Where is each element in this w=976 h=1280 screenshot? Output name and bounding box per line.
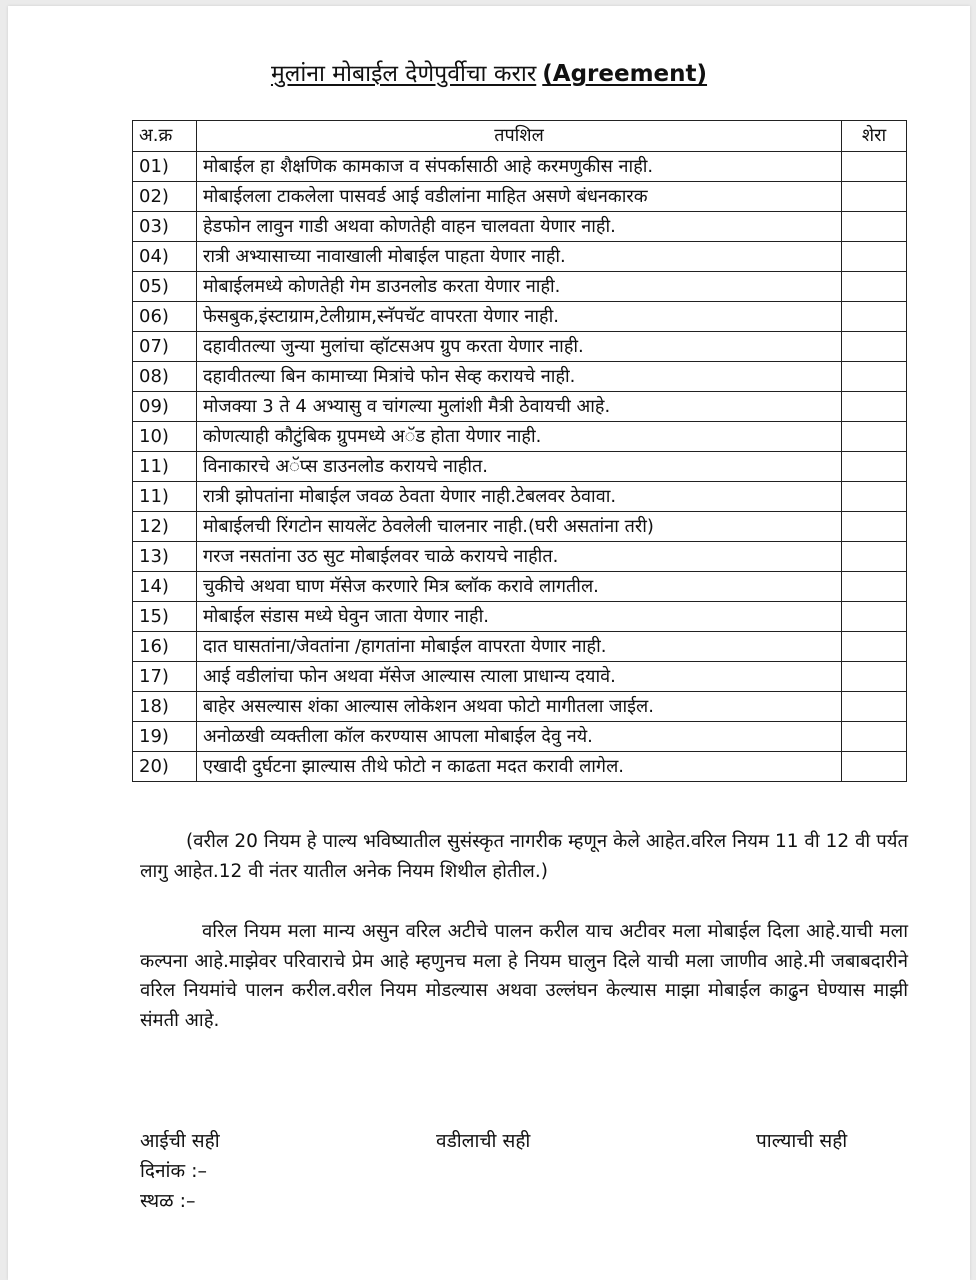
rule-text: चुकीचे अथवा घाण मॅसेज करणारे मित्र ब्लॉक करावे लागतील. — [197, 572, 842, 602]
table-row — [133, 602, 907, 632]
rule-number: 02) — [133, 182, 197, 212]
remark-cell — [842, 212, 907, 242]
rule-number: 19) — [133, 722, 197, 752]
remark-cell — [842, 512, 907, 542]
table-row — [133, 662, 907, 692]
title-english: (Agreement) — [542, 61, 708, 87]
remark-cell — [842, 542, 907, 572]
rule-text: दहावीतल्या जुन्या मुलांचा व्हॉटसअप ग्रुप करता येणार नाही. — [197, 332, 842, 362]
rule-text: मोबाईलला टाकलेला पासवर्ड आई वडीलांना माहित असणे बंधनकारक — [197, 182, 842, 212]
header-serial-number: अ.क्र — [133, 121, 197, 152]
remark-cell — [842, 632, 907, 662]
rule-number: 20) — [133, 752, 197, 782]
rule-text: कोणत्याही कौटुंबिक ग्रुपमध्ये अॅड होता येणार नाही. — [197, 422, 842, 452]
table-row — [133, 302, 907, 332]
rule-text: दहावीतल्या बिन कामाच्या मित्रांचे फोन सेव्ह करायचे नाही. — [197, 362, 842, 392]
date-label: दिनांक :– — [140, 1160, 208, 1182]
rule-number: 04) — [133, 242, 197, 272]
rule-text: आई वडीलांचा फोन अथवा मॅसेज आल्यास त्याला प्राधान्य दयावे. — [197, 662, 842, 692]
rule-text: मोबाईल संडास मध्ये घेवुन जाता येणार नाही. — [197, 602, 842, 632]
table-row — [133, 212, 907, 242]
rule-number: 10) — [133, 422, 197, 452]
rule-text: रात्री झोपतांना मोबाईल जवळ ठेवता येणार नाही.टेबलवर ठेवावा. — [197, 482, 842, 512]
rule-number: 07) — [133, 332, 197, 362]
table-row — [133, 482, 907, 512]
table-row — [133, 542, 907, 572]
table-row — [133, 572, 907, 602]
rule-number: 11) — [133, 452, 197, 482]
rule-text: दात घासतांना/जेवतांना /हागतांना मोबाईल वापरता येणार नाही. — [197, 632, 842, 662]
rule-number: 12) — [133, 512, 197, 542]
rule-number: 03) — [133, 212, 197, 242]
rule-number: 17) — [133, 662, 197, 692]
remark-cell — [842, 392, 907, 422]
rule-text: गरज नसतांना उठ सुट मोबाईलवर चाळे करायचे नाहीत. — [197, 542, 842, 572]
rule-number: 16) — [133, 632, 197, 662]
table-row — [133, 182, 907, 212]
rule-number: 15) — [133, 602, 197, 632]
table-row — [133, 752, 907, 782]
father-signature-label: वडीलाची सही — [436, 1130, 531, 1152]
mother-signature-label: आईची सही — [140, 1130, 220, 1152]
rule-text: मोजक्या 3 ते 4 अभ्यासु व चांगल्या मुलांशी मैत्री ठेवायची आहे. — [197, 392, 842, 422]
rule-text: मोबाईलची रिंगटोन सायलेंट ठेवलेली चालनार नाही.(घरी असतांना तरी) — [197, 512, 842, 542]
rule-number: 09) — [133, 392, 197, 422]
title-marathi: मुलांना मोबाईल देणेपुर्वीचा करार — [270, 61, 537, 87]
rule-text: रात्री अभ्यासाच्या नावाखाली मोबाईल पाहता येणार नाही. — [197, 242, 842, 272]
table-row — [133, 152, 907, 182]
table-row — [133, 692, 907, 722]
rule-number: 06) — [133, 302, 197, 332]
note-paragraph: (वरील 20 नियम हे पाल्य भविष्यातील सुसंस्कृत नागरीक म्हणून केले आहेत.वरिल नियम 11 वी 12 वी पर्यत लागु आहेत.12 वी नंतर यातील अनेक नियम शिथील होतील.) — [140, 831, 908, 882]
document-page — [8, 6, 970, 1280]
rule-text: विनाकारचे अॅप्स डाउनलोड करायचे नाहीत. — [197, 452, 842, 482]
rule-text: मोबाईलमध्ये कोणतेही गेम डाउनलोड करता येणार नाही. — [197, 272, 842, 302]
table-row — [133, 452, 907, 482]
table-row — [133, 392, 907, 422]
table-row — [133, 512, 907, 542]
rule-number: 08) — [133, 362, 197, 392]
table-header-row — [133, 121, 907, 152]
remark-cell — [842, 452, 907, 482]
remark-cell — [842, 152, 907, 182]
remark-cell — [842, 332, 907, 362]
rule-text: एखादी दुर्घटना झाल्यास तीथे फोटो न काढता मदत करावी लागेल. — [197, 752, 842, 782]
table-row — [133, 632, 907, 662]
remark-cell — [842, 692, 907, 722]
rule-text: फेसबुक,इंस्टाग्राम,टेलीग्राम,स्नॅपचॅट वापरता येणार नाही. — [197, 302, 842, 332]
rule-number: 14) — [133, 572, 197, 602]
remark-cell — [842, 482, 907, 512]
rule-number: 18) — [133, 692, 197, 722]
remark-cell — [842, 662, 907, 692]
remark-cell — [842, 272, 907, 302]
table-row — [133, 332, 907, 362]
remark-cell — [842, 602, 907, 632]
remark-cell — [842, 302, 907, 332]
rule-number: 01) — [133, 152, 197, 182]
remark-cell — [842, 242, 907, 272]
rule-text: अनोळखी व्यक्तीला कॉल करण्यास आपला मोबाईल देवु नये. — [197, 722, 842, 752]
table-row — [133, 722, 907, 752]
rule-text: मोबाईल हा शैक्षणिक कामकाज व संपर्कासाठी आहे करमणुकीस नाही. — [197, 152, 842, 182]
remark-cell — [842, 572, 907, 602]
table-row — [133, 362, 907, 392]
remark-cell — [842, 752, 907, 782]
rule-number: 13) — [133, 542, 197, 572]
remark-cell — [842, 362, 907, 392]
rule-number: 11) — [133, 482, 197, 512]
table-row — [133, 242, 907, 272]
header-remark: शेरा — [842, 121, 907, 152]
document-title — [8, 58, 970, 90]
place-label: स्थळ :– — [140, 1190, 196, 1212]
rule-text: हेडफोन लावुन गाडी अथवा कोणतेही वाहन चालवता येणार नाही. — [197, 212, 842, 242]
remark-cell — [842, 422, 907, 452]
remark-cell — [842, 722, 907, 752]
remark-cell — [842, 182, 907, 212]
rule-text: बाहेर असल्यास शंका आल्यास लोकेशन अथवा फोटो मागीतला जाईल. — [197, 692, 842, 722]
table-row — [133, 422, 907, 452]
rule-number: 05) — [133, 272, 197, 302]
consent-paragraph: वरिल नियम मला मान्य असुन वरिल अटीचे पालन करील याच अटीवर मला मोबाईल दिला आहे.याची मला कल्पना आहे.माझेवर परिवाराचे प्रेम आहे म्हणुनच मला हे नियम घालुन दिले याची मला जाणीव आहे.मी जबाबदारीने वरिल नियमांचे पालन करील.वरील नियम मोडल्यास अथवा उल्लंघन केल्यास माझा मोबाईल काढुन घेण्यास माझी संमती आहे. — [140, 921, 908, 1031]
child-signature-label: पाल्याची सही — [756, 1130, 848, 1152]
table-row — [133, 272, 907, 302]
rules-table — [132, 120, 907, 782]
header-details: तपशिल — [197, 121, 842, 152]
